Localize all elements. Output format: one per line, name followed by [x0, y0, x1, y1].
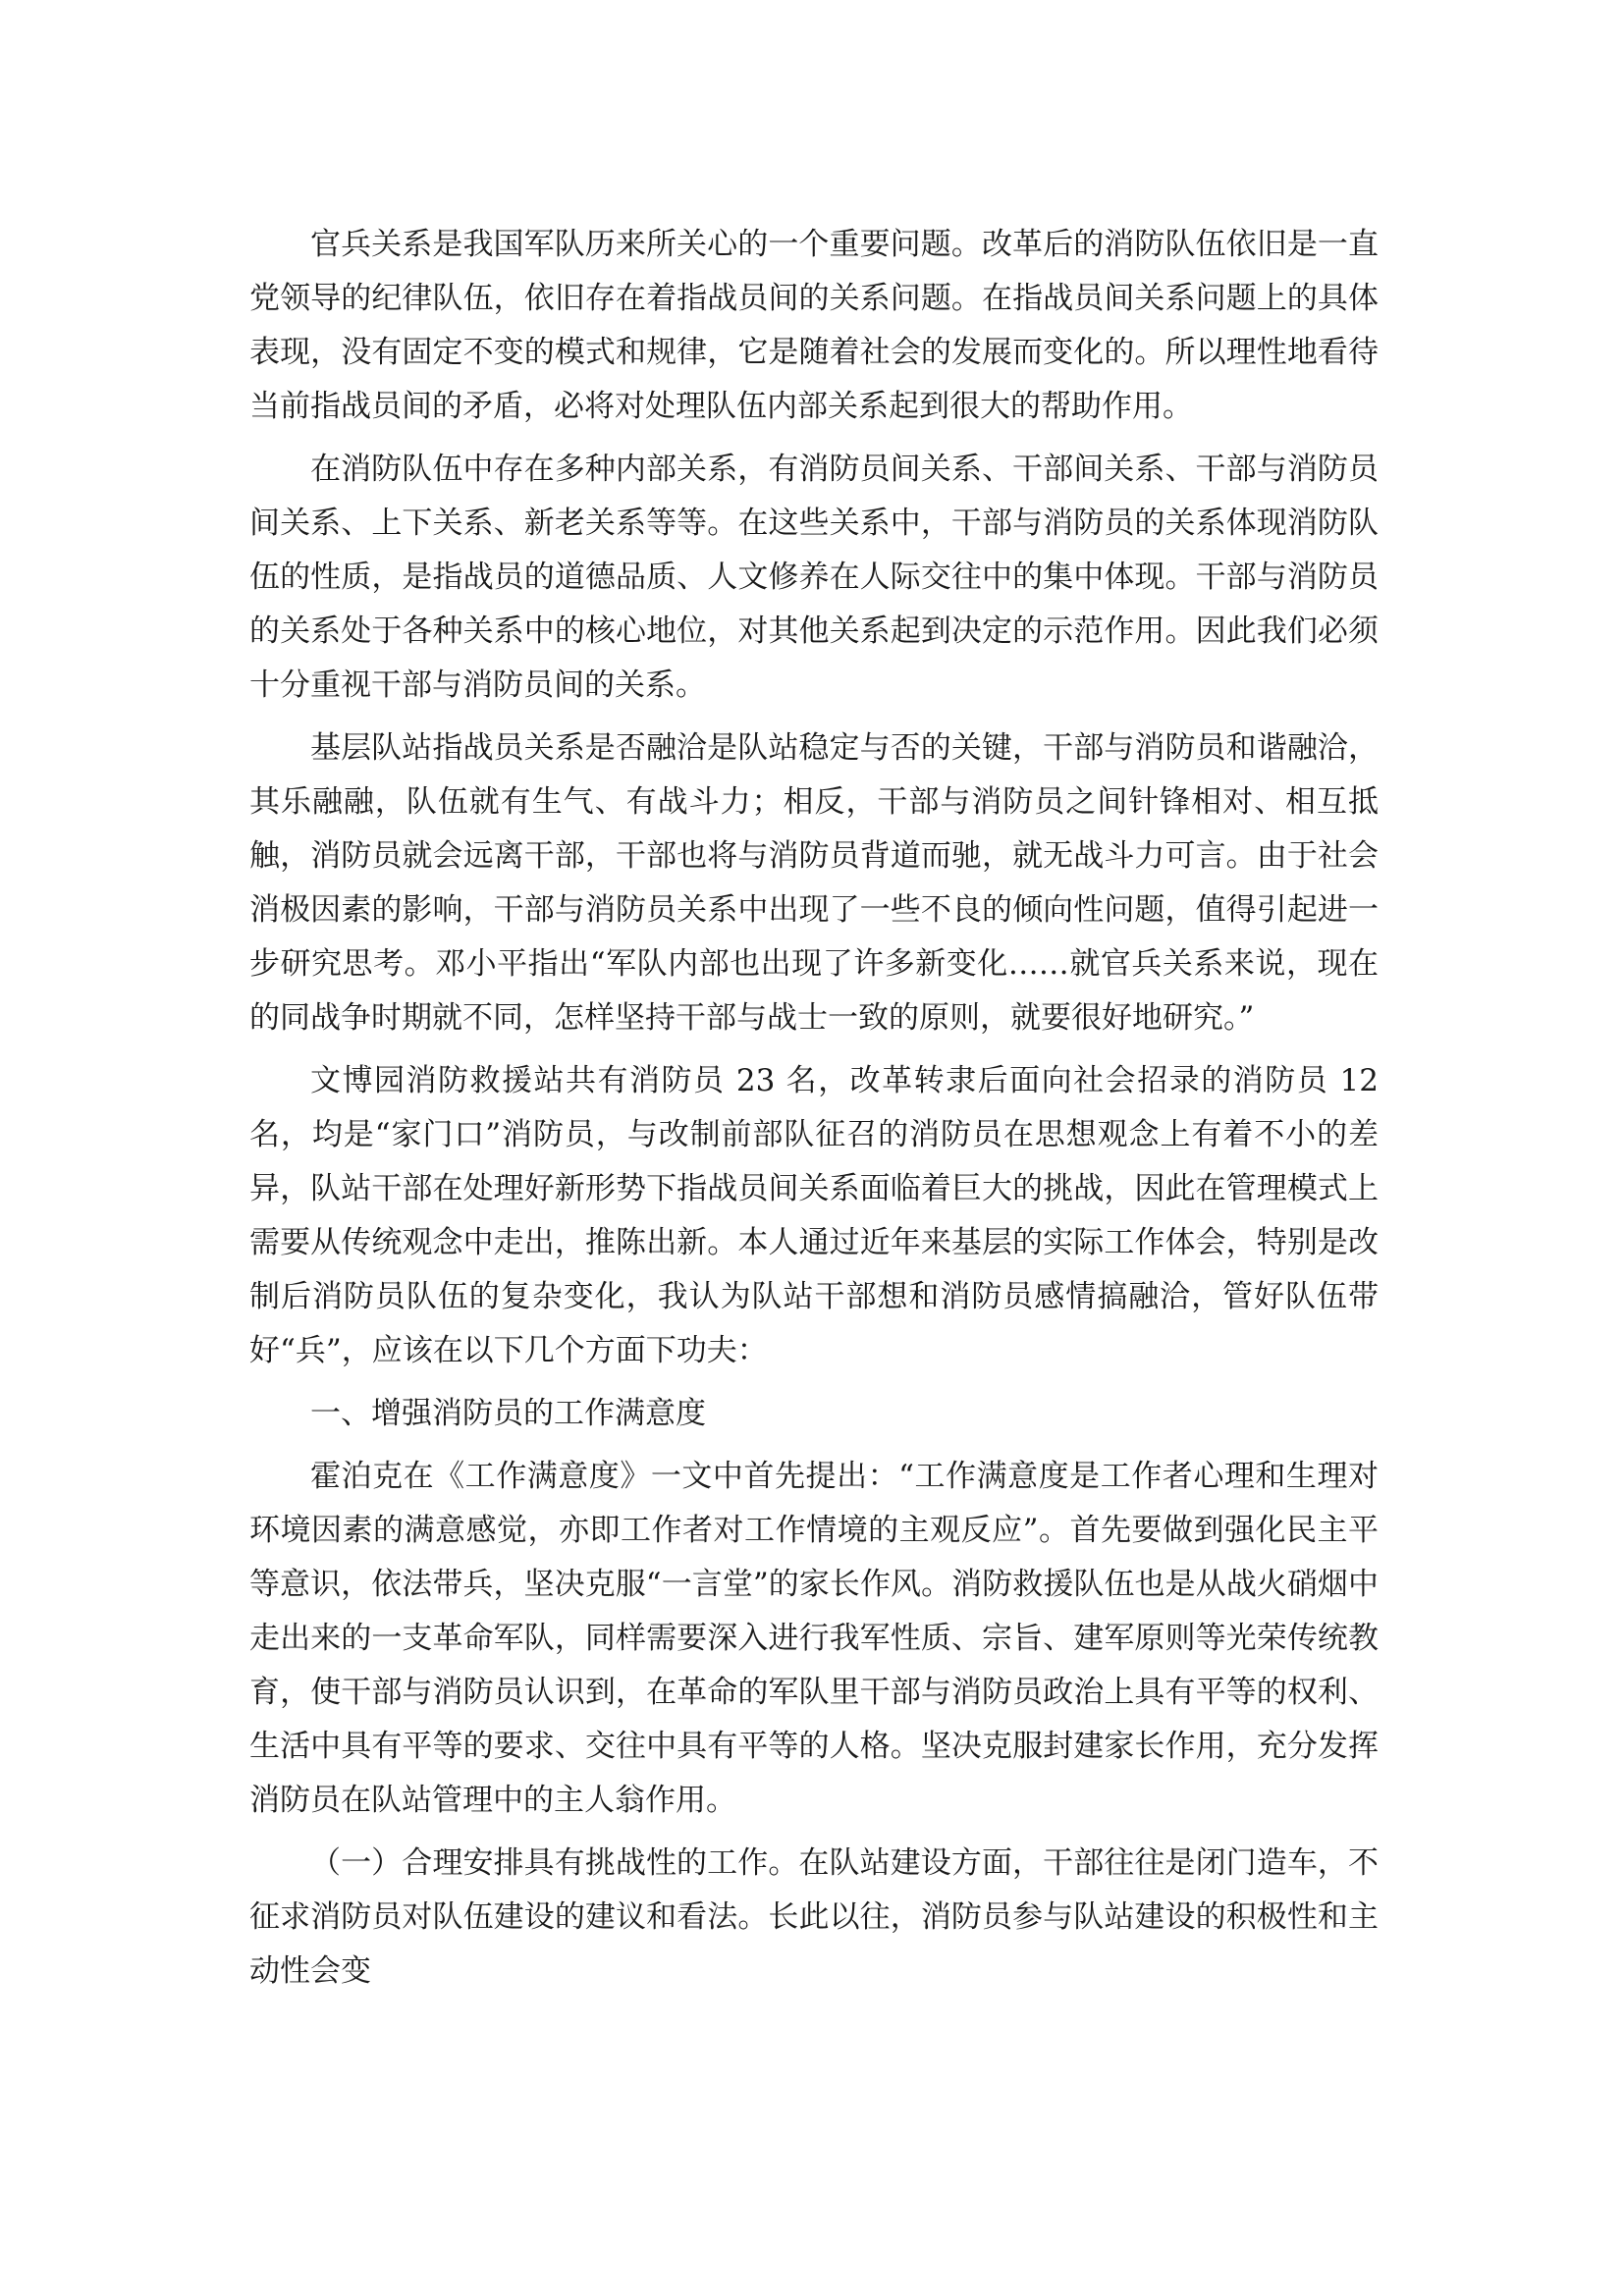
document-page	[249, 218, 1379, 2007]
body-paragraph: 官兵关系是我国军队历来所关心的一个重要问题。改革后的消防队伍依旧是一直党领导的纪律队伍，依旧存在着指战员间的关系问题。在指战员间关系问题上的具体表现，没有固定不变的模式和规律，它是随着社会的发展而变化的。所以理性地看待当前指战员间的矛盾，必将对处理队伍内部关系起到很大的帮助作用。	[249, 227, 1379, 424]
body-paragraph: 霍泊克在《工作满意度》一文中首先提出：“工作满意度是工作者心理和生理对环境因素的满意感觉，亦即工作者对工作情境的主观反应”。首先要做到强化民主平等意识，依法带兵，坚决克服“一言堂”的家长作风。消防救援队伍也是从战火硝烟中走出来的一支革命军队，同样需要深入进行我军性质、宗旨、建军原则等光荣传统教育，使干部与消防员认识到，在革命的军队里干部与消防员政治上具有平等的权利、生活中具有平等的要求、交往中具有平等的人格。坚决克服封建家长作用，充分发挥消防员在队站管理中的主人翁作用。	[249, 1459, 1379, 1818]
section-heading: 一、增强消防员的工作满意度	[310, 1396, 706, 1431]
subsection-text: 在队站建设方面，干部往往是闭门造车，不征求消防员对队伍建设的建议和看法。长此以往，消防员参与队站建设的积极性和主动性会变	[249, 1845, 1380, 1989]
body-paragraph: 基层队站指战员关系是否融洽是队站稳定与否的关键，干部与消防员和谐融洽，其乐融融，队伍就有生气、有战斗力；相反，干部与消防员之间针锋相对、相互抵触，消防员就会远离干部，干部也将与消防员背道而驰，就无战斗力可言。由于社会消极因素的影响，干部与消防员关系中出现了一些不良的倾向性问题，值得引起进一步研究思考。邓小平指出“军队内部也出现了许多新变化……就官兵关系来说，现在的同战争时期就不同，怎样坚持干部与战士一致的原则，就要很好地研究。”	[249, 730, 1379, 1036]
body-paragraph: 文博园消防救援站共有消防员 23 名，改革转隶后面向社会招录的消防员 12 名，均是“家门口”消防员，与改制前部队征召的消防员在思想观念上有着不小的差异，队站干部在处理好新形势下指战员间关系面临着巨大的挑战，因此在管理模式上需要从传统观念中走出，推陈出新。本人通过近年来基层的实际工作体会，特别是改制后消防员队伍的复杂变化，我认为队站干部想和消防员感情搞融洽，管好队伍带好“兵”，应该在以下几个方面下功夫：	[249, 1063, 1379, 1368]
body-paragraph: 在消防队伍中存在多种内部关系，有消防员间关系、干部间关系、干部与消防员间关系、上下关系、新老关系等等。在这些关系中，干部与消防员的关系体现消防队伍的性质，是指战员的道德品质、人文修养在人际交往中的集中体现。干部与消防员的关系处于各种关系中的核心地位，对其他关系起到决定的示范作用。因此我们必须十分重视干部与消防员间的关系。	[249, 452, 1379, 703]
body-paragraph-with-subheading	[249, 1837, 1379, 1999]
subsection-heading: （一）合理安排具有挑战性的工作。	[310, 1845, 799, 1881]
